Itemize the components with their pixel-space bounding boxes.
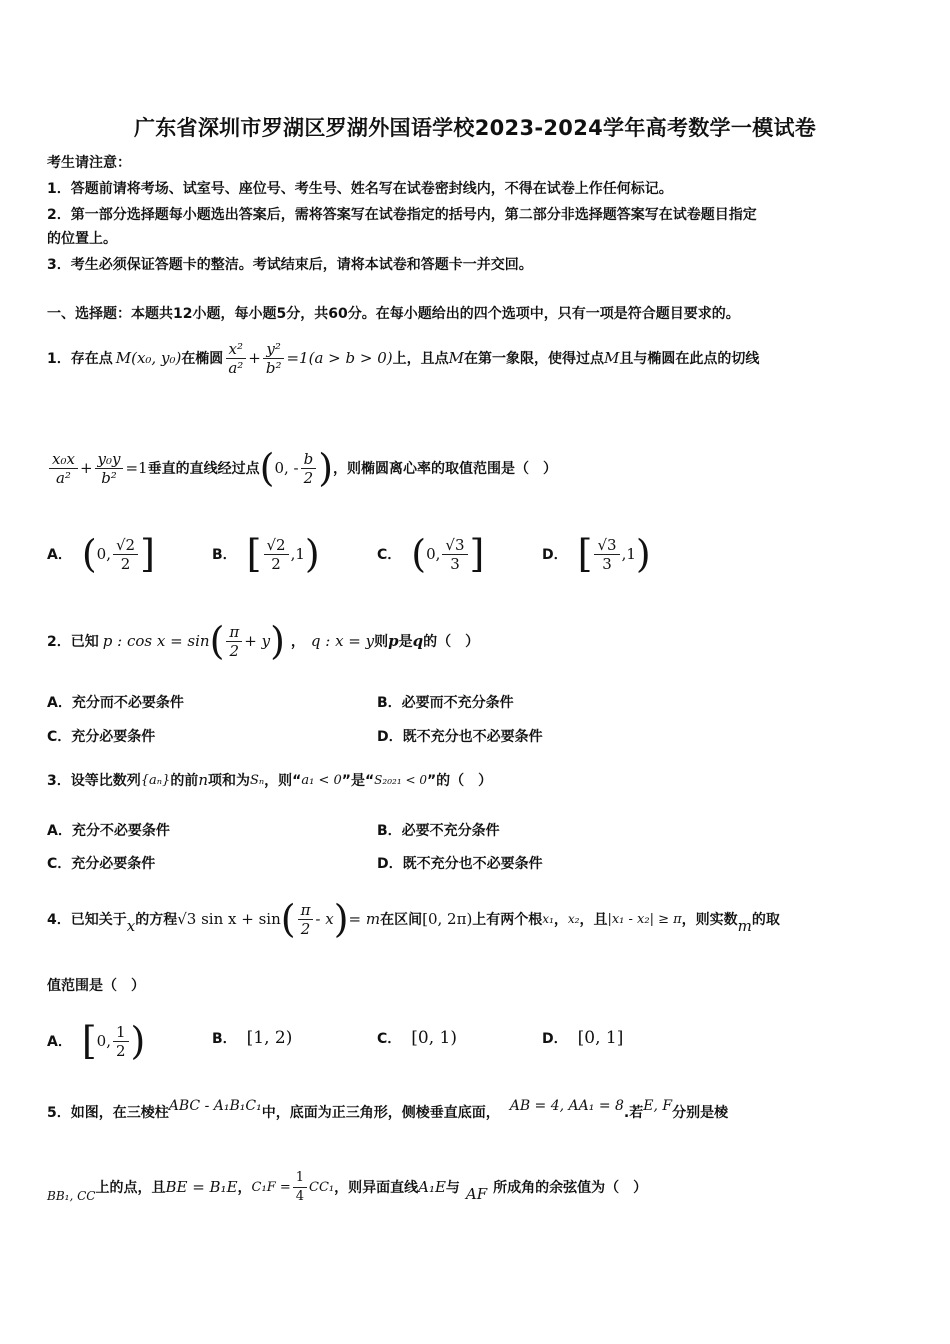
frac-num: 1 — [113, 1024, 129, 1042]
option-label: D． — [542, 547, 568, 563]
q4-text: ， — [553, 912, 568, 928]
q1-option-c[interactable]: C． ( 0, $\frac{√3}{3}$ ] — [377, 532, 485, 576]
option-text: 0, — [96, 545, 111, 563]
q1-point-coords: (x₀, y₀) — [131, 349, 182, 367]
q4-line-2: 值范围是（ ） — [47, 978, 145, 994]
q3-S: Sₙ — [249, 772, 265, 788]
q5-number: 5．如图，在三棱柱 — [47, 1105, 169, 1121]
q4-eq: = m — [348, 910, 381, 928]
q4-option-c[interactable] — [377, 1028, 457, 1048]
q3-option-a[interactable]: A．充分不必要条件 — [47, 823, 170, 839]
frac-num: √3 — [442, 537, 467, 555]
q2-option-d[interactable]: D．既不充分也不必要条件 — [377, 729, 543, 745]
q4-interval: [0, 2π) — [422, 910, 473, 928]
option-text: [0, 1) — [411, 1028, 457, 1048]
q1-ellipse-frac-x — [225, 341, 246, 376]
q2-p: p : cos x = sin — [102, 632, 210, 650]
q5-lengths: AB = 4, AA₁ = 8 — [509, 1098, 624, 1114]
q4-text: 的取 — [751, 912, 780, 928]
notice-item: 的位置上。 — [47, 231, 117, 247]
q4-frac — [298, 902, 314, 937]
q3-option-d[interactable]: D．既不充分也不必要条件 — [377, 856, 543, 872]
q5-text: 所成角的余弦值为（ ） — [493, 1180, 648, 1196]
frac-num: 1 — [293, 1170, 307, 1188]
q2-text: 是 — [398, 634, 413, 650]
q4-root: x₂ — [567, 912, 580, 926]
q3-cond-2: S₂₀₂₁ < 0 — [374, 773, 427, 787]
option-frac — [264, 537, 289, 572]
q1-M: M — [603, 349, 620, 367]
q4-text: ，则实数 — [681, 912, 738, 928]
option-label: D． — [542, 1031, 568, 1047]
q1-tangent-frac-y — [95, 451, 124, 486]
q1-point-text: 0, - — [274, 459, 299, 477]
option-text: 0, — [426, 545, 441, 563]
q1-text: 且与椭圆在此点的切线 — [619, 351, 760, 367]
question-1-line-2: $\frac{\text{x₀x}}{\text{a²}}$ + $\frac{\text{y₀y}}{\text{b²}}$ =1 垂直的直线经过点 ( 0, - $\frac{b}{2}$ ) ，则椭圆离心率的取值范围是（ ） — [47, 438, 557, 498]
q3-option-c[interactable]: C．充分必要条件 — [47, 856, 156, 872]
q1-text: 垂直的直线经过点 — [147, 461, 260, 477]
q5-text: ， — [237, 1180, 252, 1196]
frac-num: b — [301, 451, 317, 469]
option-text: ,1 — [621, 545, 636, 563]
q2-text: 的（ ） — [423, 634, 480, 650]
q5-eq: C₁F = — [251, 1179, 291, 1195]
option-label: C． — [377, 547, 402, 563]
q3-text: 的前 — [170, 773, 199, 789]
q2-q: q : x = y — [310, 632, 375, 650]
q5-text: 分别是棱 — [672, 1105, 729, 1121]
frac-den: 2 — [229, 641, 240, 660]
q4-option-a[interactable]: A． [ 0, $\frac{1}{2}$ ) — [47, 1019, 146, 1063]
q5-text: 中，底面为正三角形，侧棱垂直底面， — [261, 1105, 500, 1121]
q4-root: x₁ — [542, 912, 554, 926]
q5-text: .若 — [623, 1105, 644, 1121]
q5-edges: BB₁, CC — [47, 1189, 96, 1203]
frac-den: 2 — [303, 468, 314, 487]
notice-item: 3．考生必须保证答题卡的整洁。考试结束后，请将本试卷和答题卡一并交回。 — [47, 257, 533, 273]
frac-num: √2 — [113, 537, 138, 555]
q3-text: ”是“ — [341, 773, 375, 789]
q1-text: 在第一象限，使得过点 — [463, 351, 604, 367]
q1-text: 上，且点 — [392, 351, 449, 367]
question-5-line-2 — [47, 1162, 647, 1212]
option-frac — [113, 537, 138, 572]
q1-tangent-frac-x — [49, 451, 78, 486]
option-frac — [442, 537, 467, 572]
frac-num: √3 — [594, 537, 619, 555]
frac-den: b² — [101, 468, 117, 487]
frac-num: x² — [226, 341, 246, 359]
q5-eq: BE = B₁E — [165, 1178, 238, 1196]
option-text: 0, — [96, 1032, 111, 1050]
q3-number: 3．设等比数列 — [47, 773, 141, 789]
frac-den: a² — [228, 358, 244, 377]
frac-den: 3 — [602, 554, 612, 573]
q1-option-b[interactable]: B． [ $\frac{√2}{2}$ ,1 ) — [212, 532, 320, 576]
question-3 — [47, 760, 492, 800]
frac-num: y₀y — [95, 451, 124, 469]
q1-option-a[interactable]: A． ( 0, $\frac{√2}{2}$ ] — [47, 532, 155, 576]
frac-den: 2 — [120, 554, 131, 573]
q1-M: M — [448, 349, 464, 367]
q2-number: 2．已知 — [47, 634, 99, 650]
frac-den: 4 — [295, 1188, 305, 1204]
question-1-line-1: 1．存在点 M (x₀, y₀) 在椭圆 $\frac{\text{x²}}{\text{a²}}$ + $\frac{\text{y²}}{\text{b²}}$ =1(a > b > 0) 上，且点 M 在第一象限，使得过点 M 且与椭圆在此点的切线 — [47, 339, 760, 377]
q5-line-1: A₁E — [418, 1178, 446, 1196]
q5-text: 上的点，且 — [95, 1180, 166, 1196]
page-title: 广东省深圳市罗湖区罗湖外国语学校2023-2024学年高考数学一模试卷 — [133, 116, 817, 140]
q3-option-b[interactable]: B．必要不充分条件 — [377, 823, 500, 839]
q5-prism: ABC - A₁B₁C₁ — [168, 1098, 262, 1114]
q1-ellipse-tail: =1(a > b > 0) — [286, 349, 393, 367]
frac-num: π — [298, 902, 314, 920]
q1-ellipse-frac-y — [263, 341, 285, 376]
q5-line-2: AF — [465, 1185, 488, 1203]
q5-points: E, F — [643, 1098, 673, 1114]
notice-heading: 考生请注意： — [47, 155, 131, 171]
frac-num: √2 — [264, 537, 289, 555]
frac-den: 2 — [271, 554, 281, 573]
frac-num: π — [226, 624, 242, 642]
q4-eq: √3 sin x + sin — [177, 910, 281, 928]
frac-den: a² — [55, 468, 71, 487]
q1-option-d[interactable]: D． [ $\frac{√3}{3}$ ,1 ) — [542, 532, 651, 576]
option-text: [0, 1] — [577, 1028, 624, 1048]
q5-frac — [293, 1170, 307, 1205]
option-label: B． — [212, 1031, 237, 1047]
option-text: [1, 2) — [246, 1028, 293, 1048]
q3-n: n — [198, 771, 208, 789]
q5-text: 与 — [445, 1180, 460, 1196]
section-heading: 一、选择题：本题共12小题，每小题5分，共60分。在每小题给出的四个选项中，只有一项是符合题目要求的。 — [47, 306, 740, 322]
frac-num: y² — [263, 341, 284, 359]
q4-text: 的方程 — [135, 912, 178, 928]
frac-den: 3 — [450, 554, 460, 573]
option-frac — [113, 1024, 129, 1059]
q4-cond: |x₁ - x₂| ≥ π — [607, 911, 682, 927]
option-label: B． — [212, 547, 237, 563]
q4-text: 在区间 — [380, 912, 423, 928]
q4-option-d[interactable] — [542, 1028, 623, 1048]
q2-frac — [226, 624, 242, 659]
option-label: A． — [47, 1034, 72, 1050]
frac-den: b² — [265, 358, 282, 377]
q2-option-b[interactable]: B．必要而不充分条件 — [377, 695, 514, 711]
q3-text: ，则“ — [264, 773, 302, 789]
q5-text: ，则异面直线 — [334, 1180, 419, 1196]
q3-text: 项和为 — [207, 773, 250, 789]
q5-eq: CC₁ — [309, 1179, 335, 1195]
option-label: C． — [377, 1031, 402, 1047]
notice-item: 1．答题前请将考场、试室号、座位号、考生号、姓名写在试卷密封线内，不得在试卷上作任何标记。 — [47, 181, 673, 197]
q4-m: m — [737, 917, 752, 935]
q1-point-frac — [301, 451, 317, 486]
q4-text: ，且 — [579, 912, 608, 928]
q1-text: 在椭圆 — [181, 351, 224, 367]
q4-x: x — [126, 917, 136, 935]
q4-text: 上有两个根 — [472, 912, 543, 928]
question-2: 2．已知 p : cos x = sin ( $\frac{\pi}{2}$ + y ) ， q : x = y 则 p 是 q 的（ ） — [47, 619, 480, 663]
option-label: A． — [47, 547, 72, 563]
option-frac — [594, 537, 619, 572]
notice-item: 2．第一部分选择题每小题选出答案后，需将答案写在试卷指定的括号内，第二部分非选择题答案写在试卷题目指定 — [47, 207, 757, 223]
q4-option-b[interactable] — [212, 1028, 292, 1048]
q3-seq: {aₙ} — [140, 772, 171, 788]
q2-option-a[interactable]: A．充分而不必要条件 — [47, 695, 184, 711]
q1-point-M: M — [115, 349, 132, 367]
q1-tangent-tail: =1 — [125, 459, 148, 477]
frac-num: x₀x — [49, 451, 78, 469]
q4-number: 4．已知关于 — [47, 912, 127, 928]
frac-den: 2 — [300, 919, 311, 938]
frac-den: 2 — [115, 1041, 126, 1060]
q4-eq: - x — [315, 910, 334, 928]
q2-option-c[interactable]: C．充分必要条件 — [47, 729, 156, 745]
q3-text: ”的（ ） — [426, 773, 493, 789]
q1-text: ，则椭圆离心率的取值范围是（ ） — [333, 461, 558, 477]
q2-paren: + y — [244, 632, 271, 650]
option-text: ,1 — [290, 545, 305, 563]
q2-text: 则 — [374, 634, 389, 650]
q3-cond-1: a₁ < 0 — [301, 772, 342, 788]
q1-number: 1．存在点 — [47, 351, 113, 367]
question-4: 4．已知关于 x 的方程 √3 sin x + sin ( $\frac{\pi}{2}$ - x ) = m 在区间 [0, 2π) 上有两个根 x₁ ， x₂ ，且 |x₁ - x₂| ≥ π ，则实数 m 的取 — [47, 897, 780, 941]
question-5-line-1 — [47, 1092, 728, 1132]
